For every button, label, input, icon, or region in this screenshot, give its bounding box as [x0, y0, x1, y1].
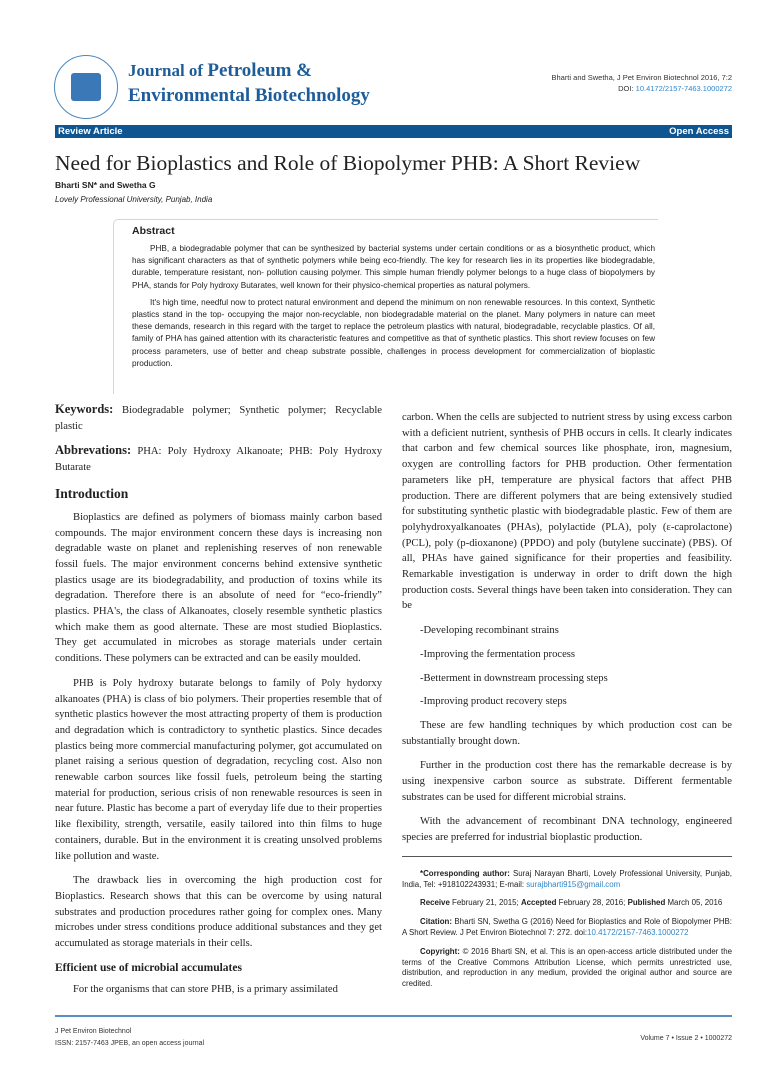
- body-paragraph: carbon. When the cells are subjected to nutrient stress by using excess carbon with a deficient nutrient, synthesis of PHB occurs in cells. It clearly indicates that carbon and few chemical sources like phosphate, iron, magnesium, oxygen are controlling factors for PHB production. Other fermentation parameters like pH, temperature are physical factors that affect PHB production. There are different polymers that are being extensively studied for substituting synthetic plastic with biodegradable plastic. Few of them are polyhydroxyalkanoates (PHAs), polylactide (PLA), poly (ε-caprolactone) (PCL), poly (p-dioxanone) (PPDO) and poly (butylene succinate) (PBS). Of all, PHAs have gained significance for their properties and feasibility. Remarkable investigation is underway in order to drift down the high production costs. Several things have been taken into consideration. They can be: [402, 412, 732, 612]
- published-date: March 05, 2016: [667, 898, 723, 908]
- corr-label: *Corresponding author:: [420, 868, 510, 878]
- body-paragraph: Further in the production cost there has the remarkable decrease is by using inexpensive carbon source as substrate. Different fermentable substrates can be used for different microbial strains.: [402, 760, 732, 803]
- journal-title-line2: Environmental Biotechnology: [128, 85, 370, 106]
- columns: [55, 402, 732, 1007]
- list-item: -Developing recombinant strains: [420, 625, 559, 637]
- left-column: [55, 402, 382, 1007]
- right-column: [402, 402, 732, 998]
- citation-label: Citation:: [420, 917, 452, 927]
- copyright-label: Copyright:: [420, 946, 460, 956]
- citation-text: Bharti SN, Swetha G (2016) Need for Bioplastics and Role of Biopolymer PHB: A Short Review. J Pet Environ Biotechnol 7: 272. doi:: [402, 917, 732, 938]
- received-date: February 21, 2015;: [452, 898, 519, 908]
- page-footer: [55, 1015, 732, 1070]
- footer-left: [55, 1026, 204, 1050]
- abbreviations-text: PHA: Poly Hydroxy Alkanoate; PHB: Poly Hydroxy Butarate: [55, 446, 382, 474]
- introduction-heading: Introduction: [55, 485, 129, 501]
- list-item: -Improving the fermentation process: [420, 648, 576, 660]
- body-paragraph: Bioplastics are defined as polymers of biomass mainly carbon based compounds. The major environment concern these days is increasing non degradable waste on planet and replenishing reserves of non renewable fossil fuels. The major environment concerns behind extensive synthetic plastics usage are its biodegradability, and production of toxins while its degradation. Therefore there is an absolute of need for “eco-friendly” plastics. PHA's, the class of Alkanoates, closely resemble synthetic plastics which make them as good alternate. These are most studied Bioplastics. They get accumulated in microbes as storage materials under certain conditions. These polymers can be extracted and can be easily moulded.: [55, 511, 382, 665]
- footer-journal: J Pet Environ Biotechnol: [55, 1027, 132, 1035]
- list-item: -Improving product recovery steps: [420, 696, 567, 708]
- copyright: [402, 947, 732, 990]
- article-notes: [402, 856, 732, 990]
- abstract-paragraph: PHB, a biodegradable polymer that can be synthesized by bacterial systems under certain conditions or as a biosynthetic product, which has significant characters as that of synthetic polymers while being eco-friendly. The key for research lies in its properties like biodegradable, durable, temperature resistant, non- pollution causing polymer. This simple human friendly polymer belongs to a huge class of biopolymers by PHA, stands for Poly hydroxy Butarates, well known for their physico-chemical properties as natural polymers.: [132, 244, 655, 290]
- keywords: [55, 402, 382, 434]
- journal-name-1: Petroleum &: [207, 60, 312, 81]
- article-title: Need for Bioplastics and Role of Biopolymer PHB: A Short Review: [55, 151, 641, 175]
- list-item: -Betterment in downstream processing steps: [420, 672, 608, 684]
- keywords-text: Biodegradable polymer; Synthetic polymer; Recyclable plastic: [55, 405, 382, 432]
- abstract-heading: Abstract: [132, 225, 175, 237]
- citation: [402, 917, 732, 939]
- accepted-label: Accepted: [520, 898, 557, 908]
- subsection-heading: Efficient use of microbial accumulates: [55, 961, 242, 974]
- footer-volume: Volume 7 • Issue 2 • 1000272: [640, 1034, 732, 1042]
- keywords-label: Keywords:: [55, 402, 114, 416]
- copyright-text: © 2016 Bharti SN, et al. This is an open-access article distributed under the terms of the Creative Commons Attribution License, which permits unrestricted use, distribution, and reproduction in any medium, provided the original author and source are credited.: [402, 946, 732, 989]
- citation-line: Bharti and Swetha, J Pet Environ Biotechnol 2016, 7:2: [551, 73, 732, 82]
- abbreviations-label: Abbrevations:: [55, 443, 132, 458]
- affiliation: Lovely Professional University, Punjab, India: [55, 195, 213, 204]
- article-type: Review Article: [58, 126, 123, 137]
- accepted-date: February 28, 2016;: [558, 898, 626, 908]
- authors: Bharti SN* and Swetha G: [55, 180, 156, 190]
- footer-issn: ISSN: 2157-7463 JPEB, an open access journal: [55, 1039, 205, 1047]
- corr-text: Suraj Narayan Bharti, Lovely Professional University, Punjab, India, Tel: +918102243931; E-mail:: [402, 868, 732, 889]
- doi-link[interactable]: 10.4172/2157-7463.1000272: [635, 84, 732, 93]
- dates: [402, 898, 732, 909]
- body-paragraph: The drawback lies in overcoming the high production cost for Bioplastics. Research shows that this can be overcome by using natural substrates and production procedures rather going for complex ones. Many microbes under stress conditions produce additional substances and they get accumulated as storage materials in their cells.: [55, 875, 382, 950]
- abstract-paragraph: It's high time, needful now to protect natural environment and depend the minimum on non renewable resources. In this context, Synthetic plastics stand in the top- occupying the major non-recyclable, non biodegradable material on the planet. Many polymers in nature can meet these demands, research in this regard with the target to replace the petroleum plastics with natural, biodegradable, recyclable plastics. Of all, family of PHA has gained attention with its characteristic features and competitive as that of synthetic plastics. This short review focuses on few process parameters, use of better and cheap substrate possible, challenges in process development for commercialization of bioplastic production.: [132, 297, 655, 368]
- body-paragraph: With the advancement of recombinant DNA technology, engineered species are preferred for industrial bioplastic production.: [402, 816, 732, 844]
- corresponding-author: [402, 869, 732, 891]
- doi-label: DOI:: [618, 84, 634, 93]
- published-label: Published: [627, 898, 666, 908]
- journal-prefix: Journal of: [128, 61, 204, 80]
- received-label: Receive: [420, 898, 450, 908]
- body-paragraph: For the organisms that can store PHB, is a primary assimilated: [73, 983, 338, 995]
- abbreviations: [55, 443, 382, 475]
- body-paragraph: These are few handling techniques by which production cost can be substantially brought down.: [402, 719, 732, 747]
- email-link[interactable]: surajbharti915@gmail.com: [526, 879, 621, 889]
- body-paragraph: PHB is Poly hydroxy butarate belongs to family of Poly hydorxy alkanoates (PHA) is class of bio polymers. Their properties resemble that of synthetic plastics however the most attracting property of them is production and degradation which is contradictory to synthetic plastics. Since decades plastics being more commercial manufacturing polymer, got accumulated on planet raising a serious question of degradation, recycling cost. Also non renewable carbon sources like fossil fuels, petroleum being the starting material for production, serious crisis of non renewable resources is seen in near future. Plastic has become a part of everyday life due to their properties like flexibility, strength, versatile, easily tailored into thin films to huge containers, durable. But in the environment it is creating unsolved problems like pollution and waste.: [55, 677, 382, 862]
- open-access-label: Open Access: [669, 126, 729, 137]
- citation-doi-link[interactable]: 10.4172/2157-7463.1000272: [587, 928, 689, 938]
